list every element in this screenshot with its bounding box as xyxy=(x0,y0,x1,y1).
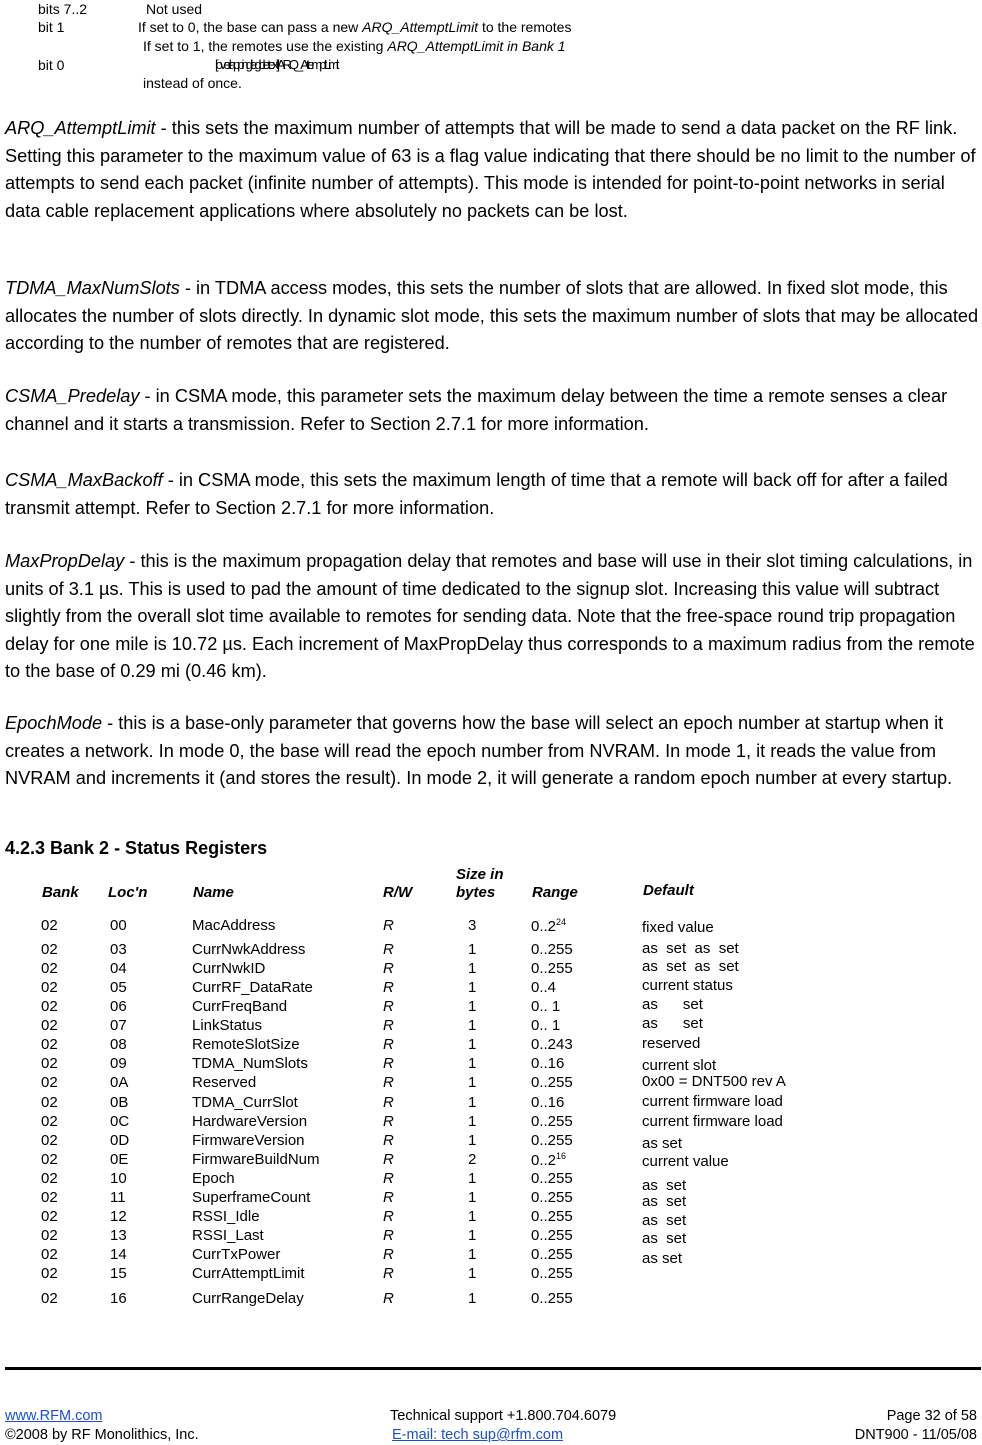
cell-default: as set as set xyxy=(642,958,739,975)
cell-location: 0B xyxy=(110,1094,129,1111)
table-row xyxy=(0,1227,982,1246)
cell-size: 2 xyxy=(468,1151,477,1168)
table-row xyxy=(0,1290,982,1309)
cell-range: 0..255 xyxy=(531,941,573,958)
cell-default: as set xyxy=(642,1212,687,1229)
footer-copyright: ©2008 by RF Monolithics, Inc. xyxy=(5,1427,199,1443)
cell-name: CurrNwkID xyxy=(192,960,266,977)
footer-doc: DNT900 - 11/05/08 xyxy=(854,1427,977,1443)
cell-default: as set xyxy=(642,996,703,1013)
cell-bank: 02 xyxy=(41,1074,58,1091)
cell-range: 0..255 xyxy=(531,1208,573,1225)
cell-default: as set xyxy=(642,1177,687,1194)
cell-location: 03 xyxy=(110,941,127,958)
cell-name: RemoteSlotSize xyxy=(192,1036,300,1053)
para-max-prop-delay: MaxPropDelay - this is the maximum propagation delay that remotes and base will use in their slot timing calculations, in units of 3.1 µs. This is used to pad the amount of time dedicated to the signup slot. Increasing this value will subtract slightly from the overall slot time available to remotes for sending data. Note that the free-space round trip propagation delay for one mile is 10.72 µs. Each increment of MaxPropDelay thus corresponds to a maximum radius from the remote to the base of 0.29 mi (0.46 km). xyxy=(5,551,975,681)
header-rw: R/W xyxy=(383,884,413,901)
cell-name: CurrAttemptLimit xyxy=(192,1265,305,1282)
cell-bank: 02 xyxy=(41,1036,58,1053)
footer-email[interactable]: E-mail: tech sup@rfm.com xyxy=(392,1427,564,1443)
cell-name: CurrRangeDelay xyxy=(192,1290,304,1307)
cell-range: 0..16 xyxy=(531,1055,565,1072)
cell-default: as set xyxy=(642,1230,687,1247)
section-heading: 4.2.3 Bank 2 - Status Registers xyxy=(5,838,268,858)
cell-default: current slot xyxy=(642,1057,717,1074)
cell-range-exponent: 24 xyxy=(556,917,567,927)
para-csma-predelay: CSMA_Predelay - in CSMA mode, this parameter sets the maximum delay between the time a remote senses a clear channel and it starts a transmission. Refer to Section 2.7.1 for more information. xyxy=(5,386,948,434)
cell-bank: 02 xyxy=(41,1151,58,1168)
table-row xyxy=(0,917,982,936)
bit-0-overlapped-text: [overlapping illegible text] ARQ_AttemptLimit xyxy=(215,57,337,72)
footer-support: Technical support +1.800.704.6079 xyxy=(390,1408,617,1424)
cell-name: TDMA_NumSlots xyxy=(192,1055,308,1072)
cell-location: 0C xyxy=(110,1113,130,1130)
para-csma-max-backoff: CSMA_MaxBackoff - in CSMA mode, this sets the maximum length of time that a remote will back off for after a failed transmit attempt. Refer to Section 2.7.1 for more information. xyxy=(5,470,948,518)
cell-default: current firmware load xyxy=(642,1093,783,1110)
cell-rw: R xyxy=(383,1074,394,1091)
cell-bank: 02 xyxy=(41,1170,58,1187)
table-row xyxy=(0,998,982,1017)
header-loc: Loc'n xyxy=(108,884,148,901)
cell-name: Epoch xyxy=(192,1170,235,1187)
cell-bank: 02 xyxy=(41,1189,58,1206)
cell-range: 0..255 xyxy=(531,960,573,977)
table-row xyxy=(0,1189,982,1208)
bits-7-2-text: Not used xyxy=(146,1,203,17)
cell-default: fixed value xyxy=(642,919,714,936)
para-arq-attempt-limit: ARQ_AttemptLimit - this sets the maximum number of attempts that will be made to send a data packet on the RF link. Setting this parameter to the maximum value of 63 is a flag value indicating that there should be no limit to the number of attempts to send each packet (infinite number of attempts). This mode is intended for point-to-point networks in serial data cable replacement applications where absolutely no packets can be lost. xyxy=(5,118,976,221)
cell-rw: R xyxy=(383,1055,394,1072)
header-range: Range xyxy=(532,884,578,901)
cell-size: 1 xyxy=(468,998,477,1015)
cell-range-exponent: 16 xyxy=(556,1151,567,1161)
cell-size: 1 xyxy=(468,1036,477,1053)
cell-range: 0..2$^{24}$ xyxy=(531,917,567,935)
cell-range: 0..255 xyxy=(531,1290,573,1307)
cell-rw: R xyxy=(383,941,394,958)
cell-bank: 02 xyxy=(41,1017,58,1034)
cell-size: 1 xyxy=(468,1290,477,1307)
cell-size: 1 xyxy=(468,1170,477,1187)
cell-bank: 02 xyxy=(41,1290,58,1307)
cell-rw: R xyxy=(383,1132,394,1149)
cell-size: 1 xyxy=(468,1208,477,1225)
cell-bank: 02 xyxy=(41,1094,58,1111)
cell-range: 0.. 1 xyxy=(531,998,561,1015)
table-row xyxy=(0,1151,982,1170)
cell-name: CurrTxPower xyxy=(192,1246,281,1263)
cell-location: 14 xyxy=(110,1246,127,1263)
cell-range: 0..255 xyxy=(531,1189,573,1206)
cell-size: 1 xyxy=(468,1017,477,1034)
cell-name: Reserved xyxy=(192,1074,257,1091)
table-row xyxy=(0,941,982,960)
cell-bank: 02 xyxy=(41,941,58,958)
header-bank: Bank xyxy=(42,884,79,901)
cell-range: 0..255 xyxy=(531,1265,573,1282)
cell-location: 13 xyxy=(110,1227,127,1244)
cell-bank: 02 xyxy=(41,1227,58,1244)
cell-rw: R xyxy=(383,1246,394,1263)
bit-1-text: If set to 0, the base can pass a new ARQ_AttemptLimit to the remotes xyxy=(138,19,572,35)
cell-location: 12 xyxy=(110,1208,127,1225)
header-default: Default xyxy=(643,882,694,899)
cell-location: 06 xyxy=(110,998,127,1015)
header-size: Size in bytes xyxy=(456,866,504,901)
cell-size: 1 xyxy=(468,960,477,977)
cell-range: 0..255 xyxy=(531,1113,573,1130)
table-row xyxy=(0,1208,982,1227)
cell-size: 1 xyxy=(468,1074,477,1091)
cell-name: LinkStatus xyxy=(192,1017,263,1034)
table-row xyxy=(0,1017,982,1036)
cell-range: 0..255 xyxy=(531,1246,573,1263)
cell-name: FirmwareBuildNum xyxy=(192,1151,320,1168)
bits-7-2-label: bits 7..2 xyxy=(38,1,88,17)
table-row xyxy=(0,1170,982,1189)
footer-website[interactable]: www.RFM.com xyxy=(5,1408,103,1424)
cell-location: 05 xyxy=(110,979,127,996)
cell-range: 0..243 xyxy=(531,1036,573,1053)
cell-range: 0..255 xyxy=(531,1227,573,1244)
cell-bank: 02 xyxy=(41,960,58,977)
cell-bank: 02 xyxy=(41,998,58,1015)
cell-rw: R xyxy=(383,1208,394,1225)
cell-default: as set xyxy=(642,1193,687,1210)
cell-size: 1 xyxy=(468,979,477,996)
cell-range: 0..255 xyxy=(531,1074,573,1091)
cell-rw: R xyxy=(383,1094,394,1111)
cell-range: 0..255 xyxy=(531,1170,573,1187)
cell-size: 1 xyxy=(468,1189,477,1206)
cell-default: current status xyxy=(642,977,733,994)
bit-1-label: bit 1 xyxy=(38,19,65,35)
cell-location: 0E xyxy=(110,1151,129,1168)
cell-bank: 02 xyxy=(41,1246,58,1263)
cell-bank: 02 xyxy=(41,1113,58,1130)
cell-bank: 02 xyxy=(41,1265,58,1282)
cell-size: 1 xyxy=(468,1227,477,1244)
cell-bank: 02 xyxy=(41,1055,58,1072)
cell-rw: R xyxy=(383,1036,394,1053)
para-epoch-mode: EpochMode - this is a base-only parameter that governs how the base will select an epoch number at startup when it creates a network. In mode 0, the base will read the epoch number from NVRAM. In mode 1, it reads the value from NVRAM and increments it (and stores the result). In mode 2, it will generate a random epoch number at every startup. xyxy=(5,713,953,788)
cell-rw: R xyxy=(383,1017,394,1034)
cell-range: 0..16 xyxy=(531,1094,565,1111)
cell-size: 1 xyxy=(468,1055,477,1072)
para-tdma-max-num-slots: TDMA_MaxNumSlots - in TDMA access modes, this sets the number of slots that are allowed. In fixed slot mode, this allocates the number of slots directly. In dynamic slot mode, this sets the maximum number of slots that may be allocated according to the number of remotes that are registered. xyxy=(5,278,979,353)
cell-location: 09 xyxy=(110,1055,127,1072)
cell-location: 0A xyxy=(110,1074,129,1091)
cell-default: current firmware load xyxy=(642,1113,783,1130)
footer-divider xyxy=(5,1367,981,1370)
cell-size: 3 xyxy=(468,917,477,934)
cell-rw: R xyxy=(383,1290,394,1307)
cell-range: 0..255 xyxy=(531,1132,573,1149)
cell-bank: 02 xyxy=(41,979,58,996)
cell-rw: R xyxy=(383,960,394,977)
cell-default: reserved xyxy=(642,1035,701,1052)
footer-page: Page 32 of 58 xyxy=(886,1408,977,1424)
cell-name: MacAddress xyxy=(192,917,276,934)
cell-default: as set as set xyxy=(642,940,739,957)
cell-name: CurrFreqBand xyxy=(192,998,288,1015)
cell-rw: R xyxy=(383,998,394,1015)
bit-0-label: bit 0 xyxy=(38,57,65,73)
bit-1-text-2: If set to 1, the remotes use the existing ARQ_AttemptLimit in Bank 1 xyxy=(143,38,566,54)
cell-name: HardwareVersion xyxy=(192,1113,308,1130)
table-row xyxy=(0,960,982,979)
cell-name: TDMA_CurrSlot xyxy=(192,1094,298,1111)
table-row xyxy=(0,1055,982,1074)
cell-bank: 02 xyxy=(41,1132,58,1149)
table-row xyxy=(0,1094,982,1113)
cell-rw: R xyxy=(383,1170,394,1187)
cell-location: 0D xyxy=(110,1132,130,1149)
cell-location: 04 xyxy=(110,960,127,977)
cell-range: 0..2$^{16}$ xyxy=(531,1151,567,1169)
cell-name: RSSI_Last xyxy=(192,1227,264,1244)
table-row xyxy=(0,1113,982,1132)
cell-name: CurrNwkAddress xyxy=(192,941,306,958)
cell-rw: R xyxy=(383,979,394,996)
table-row xyxy=(0,1265,982,1284)
cell-name: CurrRF_DataRate xyxy=(192,979,313,996)
cell-location: 07 xyxy=(110,1017,127,1034)
cell-size: 1 xyxy=(468,1094,477,1111)
table-row xyxy=(0,979,982,998)
cell-size: 1 xyxy=(468,1246,477,1263)
table-row xyxy=(0,1246,982,1265)
cell-default: 0x00 = DNT500 rev A xyxy=(642,1073,786,1090)
cell-rw: R xyxy=(383,1265,394,1282)
cell-range: 0.. 1 xyxy=(531,1017,561,1034)
cell-location: 15 xyxy=(110,1265,127,1282)
header-name: Name xyxy=(193,884,234,901)
cell-rw: R xyxy=(383,1189,394,1206)
cell-location: 08 xyxy=(110,1036,127,1053)
table-row xyxy=(0,1132,982,1151)
cell-rw: R xyxy=(383,1151,394,1168)
cell-default: current value xyxy=(642,1153,729,1170)
cell-location: 00 xyxy=(110,917,127,934)
cell-size: 1 xyxy=(468,1265,477,1282)
cell-range: 0..4 xyxy=(531,979,557,996)
cell-rw: R xyxy=(383,917,394,934)
cell-default: as set xyxy=(642,1135,683,1152)
cell-bank: 02 xyxy=(41,917,58,934)
table-row xyxy=(0,1036,982,1055)
bit-0-text-2: instead of once. xyxy=(143,75,242,91)
cell-location: 16 xyxy=(110,1290,127,1307)
cell-rw: R xyxy=(383,1227,394,1244)
cell-rw: R xyxy=(383,1113,394,1130)
cell-size: 1 xyxy=(468,1132,477,1149)
cell-default: as set xyxy=(642,1015,703,1032)
cell-name: SuperframeCount xyxy=(192,1189,311,1206)
cell-bank: 02 xyxy=(41,1208,58,1225)
cell-name: RSSI_Idle xyxy=(192,1208,260,1225)
cell-name: FirmwareVersion xyxy=(192,1132,305,1149)
cell-size: 1 xyxy=(468,1113,477,1130)
cell-size: 1 xyxy=(468,941,477,958)
cell-default: as set xyxy=(642,1250,683,1267)
cell-location: 11 xyxy=(110,1189,126,1206)
cell-location: 10 xyxy=(110,1170,127,1187)
table-row xyxy=(0,1074,982,1093)
